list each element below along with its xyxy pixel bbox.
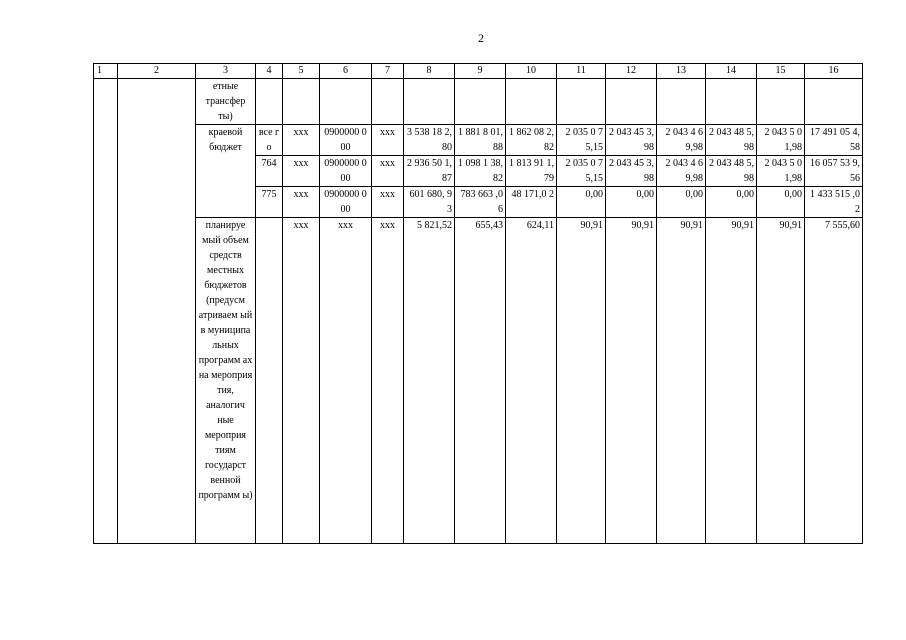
cell: ххх	[372, 125, 404, 156]
cell	[283, 79, 320, 125]
cell: 2 043 5 01,98	[757, 156, 805, 187]
cell: 1 881 8 01,88	[455, 125, 506, 156]
cell: 0,00	[557, 187, 606, 218]
cell: ххх	[320, 218, 372, 544]
funding-source-name: планируе мый объем средств местных бюджетов (предусм атриваем ый в муниципа льных программ ах на мероприя тия, аналогич ные мероприя тиям государст венной программ ы)	[196, 218, 256, 544]
cell	[606, 79, 657, 125]
cell: 0,00	[706, 187, 757, 218]
header-cell: 8	[404, 64, 455, 79]
cell	[256, 218, 283, 544]
cell: ххх	[372, 156, 404, 187]
header-cell: 6	[320, 64, 372, 79]
header-cell: 13	[657, 64, 706, 79]
cell: ххх	[283, 125, 320, 156]
header-cell: 7	[372, 64, 404, 79]
cell: 783 663 ,06	[455, 187, 506, 218]
header-cell: 10	[506, 64, 557, 79]
header-cell: 12	[606, 64, 657, 79]
cell	[506, 79, 557, 125]
cell: 0900000 000	[320, 187, 372, 218]
header-cell: 2	[118, 64, 196, 79]
header-cell: 16	[805, 64, 863, 79]
col2-cell	[118, 79, 196, 544]
cell	[455, 79, 506, 125]
cell: 16 057 53 9,56	[805, 156, 863, 187]
header-cell: 1	[94, 64, 118, 79]
cell	[706, 79, 757, 125]
cell: ххх	[372, 218, 404, 544]
cell: 0900000 000	[320, 156, 372, 187]
cell: 2 936 50 1,87	[404, 156, 455, 187]
header-cell: 9	[455, 64, 506, 79]
cell: 17 491 05 4,58	[805, 125, 863, 156]
cell: 2 035 0 75,15	[557, 156, 606, 187]
cell: 1 862 08 2,82	[506, 125, 557, 156]
cell: 2 035 0 75,15	[557, 125, 606, 156]
header-cell: 3	[196, 64, 256, 79]
cell: 601 680, 93	[404, 187, 455, 218]
table-row	[94, 79, 863, 125]
cell: 0,00	[757, 187, 805, 218]
cell: 2 043 4 69,98	[657, 125, 706, 156]
col1-cell	[94, 79, 118, 544]
header-cell: 4	[256, 64, 283, 79]
cell: 3 538 18 2,80	[404, 125, 455, 156]
cell	[557, 79, 606, 125]
cell: 2 043 48 5,98	[706, 156, 757, 187]
header-cell: 15	[757, 64, 805, 79]
funding-source-name: етные трансфер ты)	[196, 79, 256, 125]
cell: 764	[256, 156, 283, 187]
cell	[805, 79, 863, 125]
funding-source-name: краевой бюджет	[196, 125, 256, 218]
cell: 1 813 91 1,79	[506, 156, 557, 187]
cell: 2 043 5 01,98	[757, 125, 805, 156]
cell: ххх	[283, 187, 320, 218]
table-row	[94, 125, 863, 156]
cell	[757, 79, 805, 125]
cell: 1 098 1 38,82	[455, 156, 506, 187]
cell	[320, 79, 372, 125]
cell: 624,11	[506, 218, 557, 544]
cell: ххх	[283, 156, 320, 187]
cell: 90,91	[657, 218, 706, 544]
cell: 655,43	[455, 218, 506, 544]
cell: 90,91	[706, 218, 757, 544]
cell	[256, 79, 283, 125]
cell: 90,91	[757, 218, 805, 544]
cell: 7 555,60	[805, 218, 863, 544]
cell: 0900000 000	[320, 125, 372, 156]
cell: все го	[256, 125, 283, 156]
cell: 5 821,52	[404, 218, 455, 544]
cell: 48 171,0 2	[506, 187, 557, 218]
cell: ххх	[283, 218, 320, 544]
table-row	[94, 218, 863, 544]
header-cell: 11	[557, 64, 606, 79]
cell: 2 043 4 69,98	[657, 156, 706, 187]
cell: 2 043 48 5,98	[706, 125, 757, 156]
cell: 1 433 515 ,02	[805, 187, 863, 218]
cell: 90,91	[606, 218, 657, 544]
cell: 775	[256, 187, 283, 218]
cell: ххх	[372, 187, 404, 218]
cell: 2 043 45 3,98	[606, 156, 657, 187]
header-cell: 14	[706, 64, 757, 79]
header-cell: 5	[283, 64, 320, 79]
cell	[372, 79, 404, 125]
budget-table	[93, 63, 863, 544]
cell: 2 043 45 3,98	[606, 125, 657, 156]
cell: 0,00	[657, 187, 706, 218]
cell	[657, 79, 706, 125]
cell: 0,00	[606, 187, 657, 218]
page-number: 2	[478, 31, 484, 45]
cell: 90,91	[557, 218, 606, 544]
table-header-row	[94, 64, 863, 79]
cell	[404, 79, 455, 125]
